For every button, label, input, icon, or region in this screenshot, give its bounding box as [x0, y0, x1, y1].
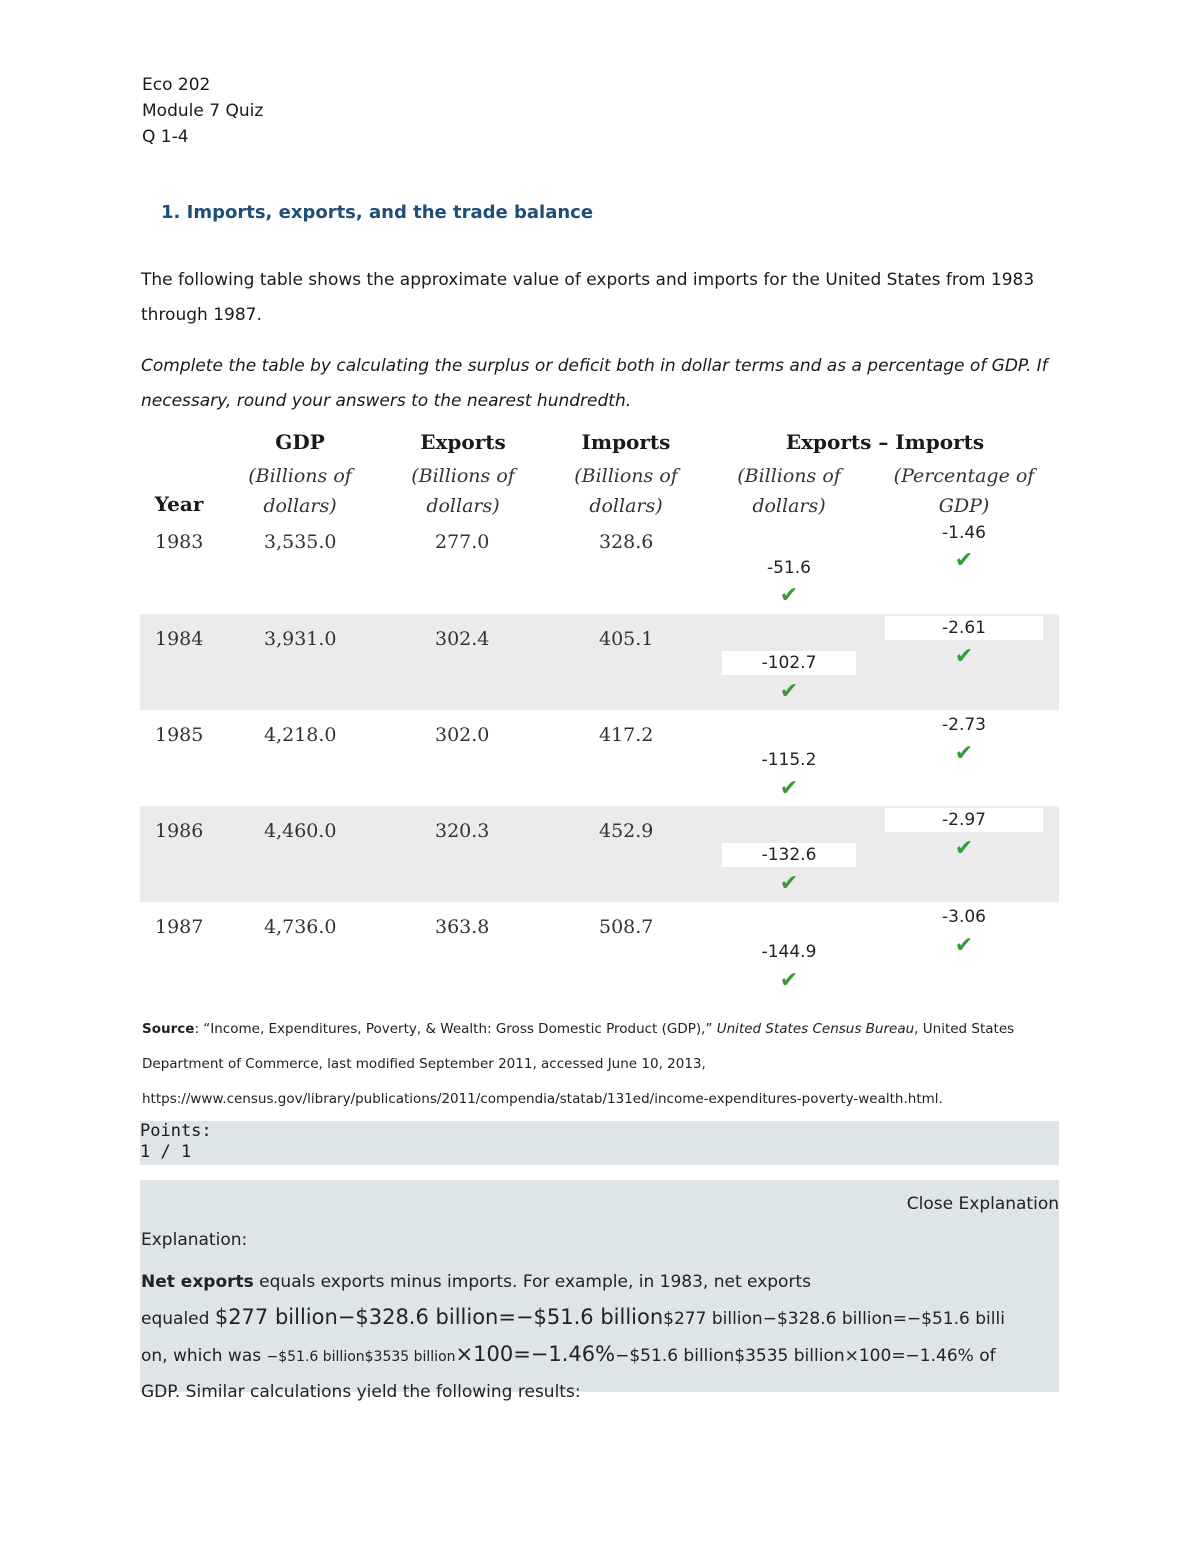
cell-year: 1986: [155, 820, 204, 842]
correct-check-icon: ✔: [779, 679, 799, 704]
answer-net-billions[interactable]: -115.2: [761, 750, 817, 770]
question-instruction: Complete the table by calculating the surplus or deficit both in dollar terms and as a percentage of GDP. If necessary, round your answers to the nearest hundredth.: [141, 356, 1048, 411]
table-row: [140, 902, 1059, 998]
question-range: Q 1-4: [142, 127, 189, 147]
correct-check-icon: ✔: [954, 836, 974, 861]
cell-exports: 277.0: [435, 531, 490, 553]
explanation-panel: [140, 1180, 1059, 1402]
source-url[interactable]: https://www.census.gov/library/publications/2011/compendia/statab/131ed/income-expenditures-poverty-wealth.html.: [142, 1091, 943, 1107]
table-row: [140, 710, 1059, 806]
cell-exports: 302.4: [435, 628, 490, 650]
answer-net-billions[interactable]: -144.9: [761, 942, 817, 962]
cell-year: 1983: [155, 531, 204, 553]
explanation-label: Explanation:: [141, 1230, 248, 1250]
header-exports-unit: (Billions of dollars): [411, 465, 515, 517]
answer-net-percentage[interactable]: -2.73: [942, 715, 986, 735]
formula-text-2: −$51.6 billion$3535 billion×100=−1.46% of: [615, 1346, 996, 1366]
points-label: Points:: [140, 1121, 212, 1141]
cell-imports: 452.9: [599, 820, 654, 842]
correct-check-icon: ✔: [954, 548, 974, 573]
cell-imports: 405.1: [599, 628, 654, 650]
cell-year: 1985: [155, 724, 204, 746]
correct-check-icon: ✔: [954, 933, 974, 958]
formula-rendered: $277 billion−$328.6 billion=−$51.6 billion: [214, 1305, 664, 1329]
correct-check-icon: ✔: [779, 871, 799, 896]
header-imports: Imports: [581, 430, 671, 454]
correct-check-icon: ✔: [779, 968, 799, 993]
explanation-term: Net exports: [141, 1272, 254, 1292]
answer-net-percentage[interactable]: -3.06: [942, 907, 986, 927]
answer-net-percentage[interactable]: -2.61: [885, 616, 1043, 640]
header-exports: Exports: [420, 430, 506, 454]
formula-text: $277 billion−$328.6 billion=−$51.6 billi: [663, 1309, 1005, 1329]
module-name: Module 7 Quiz: [142, 101, 264, 121]
correct-check-icon: ✔: [779, 776, 799, 801]
source-label: Source: [142, 1021, 195, 1037]
header-year: Year: [154, 492, 204, 516]
cell-exports: 302.0: [435, 724, 490, 746]
correct-check-icon: ✔: [954, 741, 974, 766]
question-intro: The following table shows the approximate value of exports and imports for the United States from 1983 through 1987.: [141, 270, 1035, 325]
document-header: [142, 72, 263, 150]
explanation-text: Net exports equals exports minus imports. For example, in 1983, net exports equaled $277 billion−$328.6 billion=−$51.6 billion$277 billion−$328.6 billion=−$51.6 billi on, which was −$51.6 billion$3535 billion×100=−1.46%−$51.6 billion$3535 billion×100=−1.46% of GDP. Similar calculations yield the following results:: [141, 1265, 1059, 1410]
cell-gdp: 4,736.0: [264, 916, 337, 938]
cell-gdp: 4,460.0: [264, 820, 337, 842]
cell-exports: 363.8: [435, 916, 490, 938]
table-row: [140, 614, 1059, 710]
cell-gdp: 4,218.0: [264, 724, 337, 746]
table-row: [140, 806, 1059, 902]
cell-gdp: 3,931.0: [264, 628, 337, 650]
header-imports-unit: (Billions of dollars): [574, 465, 678, 517]
cell-imports: 417.2: [599, 724, 654, 746]
close-explanation-button[interactable]: Close Explanation: [906, 1194, 1059, 1214]
explanation-last-line: GDP. Similar calculations yield the following results:: [141, 1382, 581, 1402]
correct-check-icon: ✔: [779, 583, 799, 608]
table-row: [140, 517, 1059, 613]
source-text: : “Income, Expenditures, Poverty, & Wealth: Gross Domestic Product (GDP),”: [194, 1021, 717, 1037]
question-title: 1. Imports, exports, and the trade balance: [161, 202, 594, 223]
points-panel: [140, 1121, 1059, 1165]
points-value: 1 / 1: [140, 1142, 192, 1162]
source-citation: [142, 1012, 1062, 1117]
answer-net-percentage[interactable]: -2.97: [885, 808, 1043, 832]
cell-year: 1984: [155, 628, 204, 650]
answer-net-percentage[interactable]: -1.46: [942, 523, 986, 543]
header-net-exports: Exports – Imports: [785, 430, 985, 454]
source-publisher: United States Census Bureau: [716, 1021, 915, 1037]
answer-net-billions[interactable]: -51.6: [767, 558, 811, 578]
cell-year: 1987: [155, 916, 204, 938]
course-name: Eco 202: [142, 75, 211, 95]
answer-net-billions[interactable]: -102.7: [722, 651, 856, 675]
cell-exports: 320.3: [435, 820, 490, 842]
cell-gdp: 3,535.0: [264, 531, 337, 553]
cell-imports: 328.6: [599, 531, 654, 553]
source-text-2: , United States Department of Commerce, last modified September 2011, accessed June 10, 2013,: [142, 1021, 1015, 1072]
header-gdp: GDP: [275, 430, 325, 454]
header-gdp-unit: (Billions of dollars): [248, 465, 352, 517]
cell-imports: 508.7: [599, 916, 654, 938]
answer-net-billions[interactable]: -132.6: [722, 843, 856, 867]
header-net-billions-unit: (Billions of dollars): [737, 465, 841, 517]
fraction-rendered: −$51.6 billion$3535 billion: [266, 1349, 456, 1365]
formula-rendered-2: ×100=−1.46%: [455, 1342, 616, 1366]
header-net-percentage-unit: (Percentage of GDP): [893, 465, 1035, 517]
correct-check-icon: ✔: [954, 644, 974, 669]
